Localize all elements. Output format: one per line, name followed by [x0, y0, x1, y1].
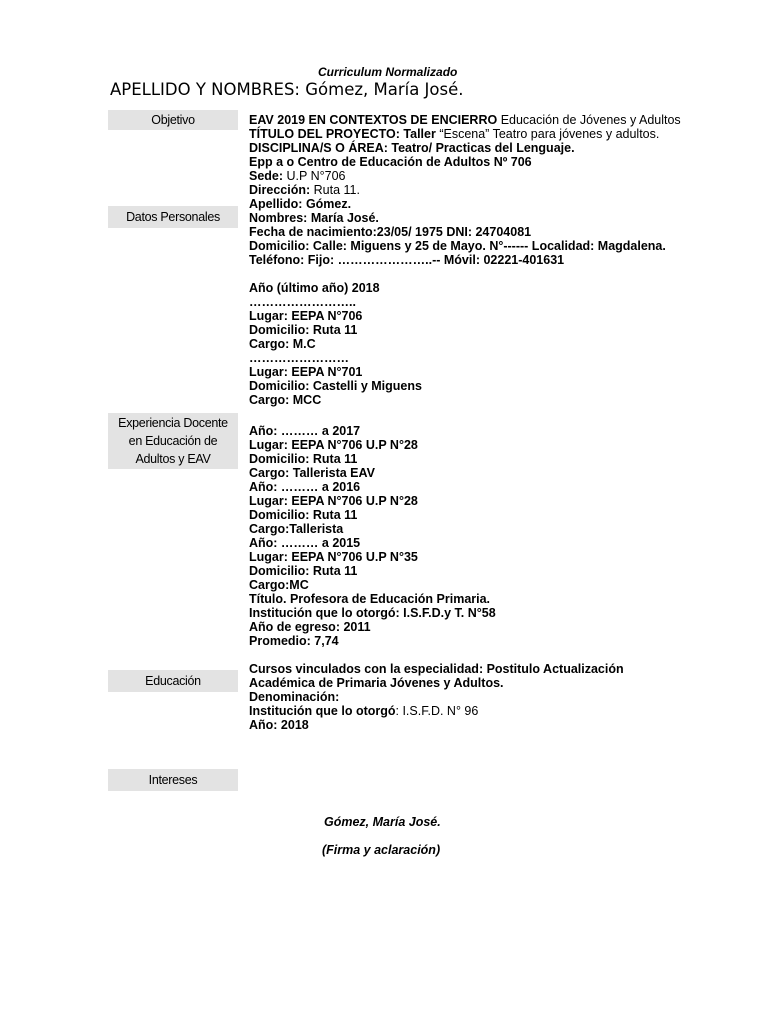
name-label: APELLIDO Y NOMBRES: [110, 80, 306, 99]
objetivo-line [249, 113, 719, 127]
experiencia-block-2 [249, 424, 719, 648]
experiencia-line: Domicilio: Castelli y Miguens [249, 379, 422, 393]
experiencia-label-line: en Educación de [128, 434, 218, 448]
experiencia-line: Cargo:MC [249, 578, 309, 592]
experiencia-line: …………………… [249, 351, 349, 365]
experiencia-label-line: Experiencia Docente [118, 416, 228, 430]
text-bold: Institución que lo otorgó [249, 704, 396, 718]
educacion-line: Año de egreso: 2011 [249, 620, 371, 634]
experiencia-line: Domicilio: Ruta 11 [249, 452, 358, 466]
text-normal: Ruta 11. [310, 183, 360, 197]
experiencia-line: Lugar: EEPA N°701 [249, 365, 363, 379]
text-normal: U.P N°706 [283, 169, 346, 183]
text-bold: Sede: [249, 169, 284, 183]
educacion-line: Cursos vinculados con la especialidad: Postitulo Actualización [249, 662, 624, 676]
text-normal: : I.S.F.D. N° 96 [395, 704, 479, 718]
objetivo-line [249, 127, 719, 141]
experiencia-label-line: Adultos y EAV [135, 452, 211, 466]
experiencia-line: Domicilio: Ruta 11 [249, 564, 358, 578]
text-bold: Dirección: [249, 183, 311, 197]
experiencia-line: Cargo:Tallerista [249, 522, 344, 536]
experiencia-line: Domicilio: Ruta 11 [249, 323, 358, 337]
signature-name: Gómez, María José. [324, 815, 441, 829]
experiencia-line: Lugar: EEPA N°706 U.P N°28 [249, 438, 418, 452]
section-label-experiencia [108, 413, 238, 469]
datos-line: Fecha de nacimiento:23/05/ 1975 DNI: 24704081 [249, 225, 532, 239]
experiencia-line: Lugar: EEPA N°706 U.P N°28 [249, 494, 418, 508]
datos-line: Teléfono: Fijo: …………………..-- Móvil: 02221-401631 [249, 253, 565, 267]
experiencia-line: Año: ……… a 2016 [249, 480, 361, 494]
objetivo-line: Epp a o Centro de Educación de Adultos Nº 706 [249, 155, 532, 169]
datos-line: Nombres: María José. [249, 211, 379, 225]
objetivo-line [249, 169, 719, 183]
educacion-line: Académica de Primaria Jóvenes y Adultos. [249, 676, 504, 690]
educacion-line: Denominación: [249, 690, 340, 704]
experiencia-line: …………………….. [249, 295, 356, 309]
objetivo-line: DISCIPLINA/S O ÁREA: Teatro/ Practicas del Lenguaje. [249, 141, 575, 155]
experiencia-line: Cargo: MCC [249, 393, 322, 407]
experiencia-line: Domicilio: Ruta 11 [249, 508, 358, 522]
text-bold: EAV 2019 EN CONTEXTOS DE ENCIERRO [249, 113, 498, 127]
experiencia-line: Cargo: Tallerista EAV [249, 466, 375, 480]
text-normal: Educación de Jóvenes y Adultos [497, 113, 681, 127]
educacion-cursos-block [249, 662, 719, 732]
experiencia-line: Lugar: EEPA N°706 [249, 309, 363, 323]
signature-caption: (Firma y aclaración) [322, 843, 441, 857]
educacion-line: Título. Profesora de Educación Primaria. [249, 592, 491, 606]
section-label-intereses: Intereses [108, 769, 238, 791]
objetivo-content [249, 113, 719, 267]
educacion-line: Año: 2018 [249, 718, 309, 732]
full-name-line [110, 80, 464, 99]
objetivo-line [249, 183, 719, 197]
section-label-objetivo: Objetivo [108, 110, 238, 130]
datos-line: Apellido: Gómez. [249, 197, 352, 211]
experiencia-line: Año (último año) 2018 [249, 281, 380, 295]
educacion-line: Institución que lo otorgó: I.S.F.D.y T. N°58 [249, 606, 496, 620]
experiencia-block-1 [249, 281, 719, 407]
datos-line: Domicilio: Calle: Miguens y 25 de Mayo. N°------ Localidad: Magdalena. [249, 239, 666, 253]
section-label-datos-personales: Datos Personales [108, 206, 238, 228]
educacion-line: Promedio: 7,74 [249, 634, 339, 648]
text-normal: “Escena” Teatro para jóvenes y adultos. [435, 127, 660, 141]
educacion-line [249, 704, 719, 718]
experiencia-line: Año: ……… a 2017 [249, 424, 361, 438]
section-label-educacion: Educación [108, 670, 238, 692]
experiencia-line: Cargo: M.C [249, 337, 316, 351]
text-bold: TÍTULO DEL PROYECTO: Taller [249, 127, 436, 141]
name-value: Gómez, María José. [305, 80, 464, 99]
document-title: Curriculum Normalizado [318, 65, 458, 79]
experiencia-line: Año: ……… a 2015 [249, 536, 361, 550]
experiencia-line: Lugar: EEPA N°706 U.P N°35 [249, 550, 418, 564]
